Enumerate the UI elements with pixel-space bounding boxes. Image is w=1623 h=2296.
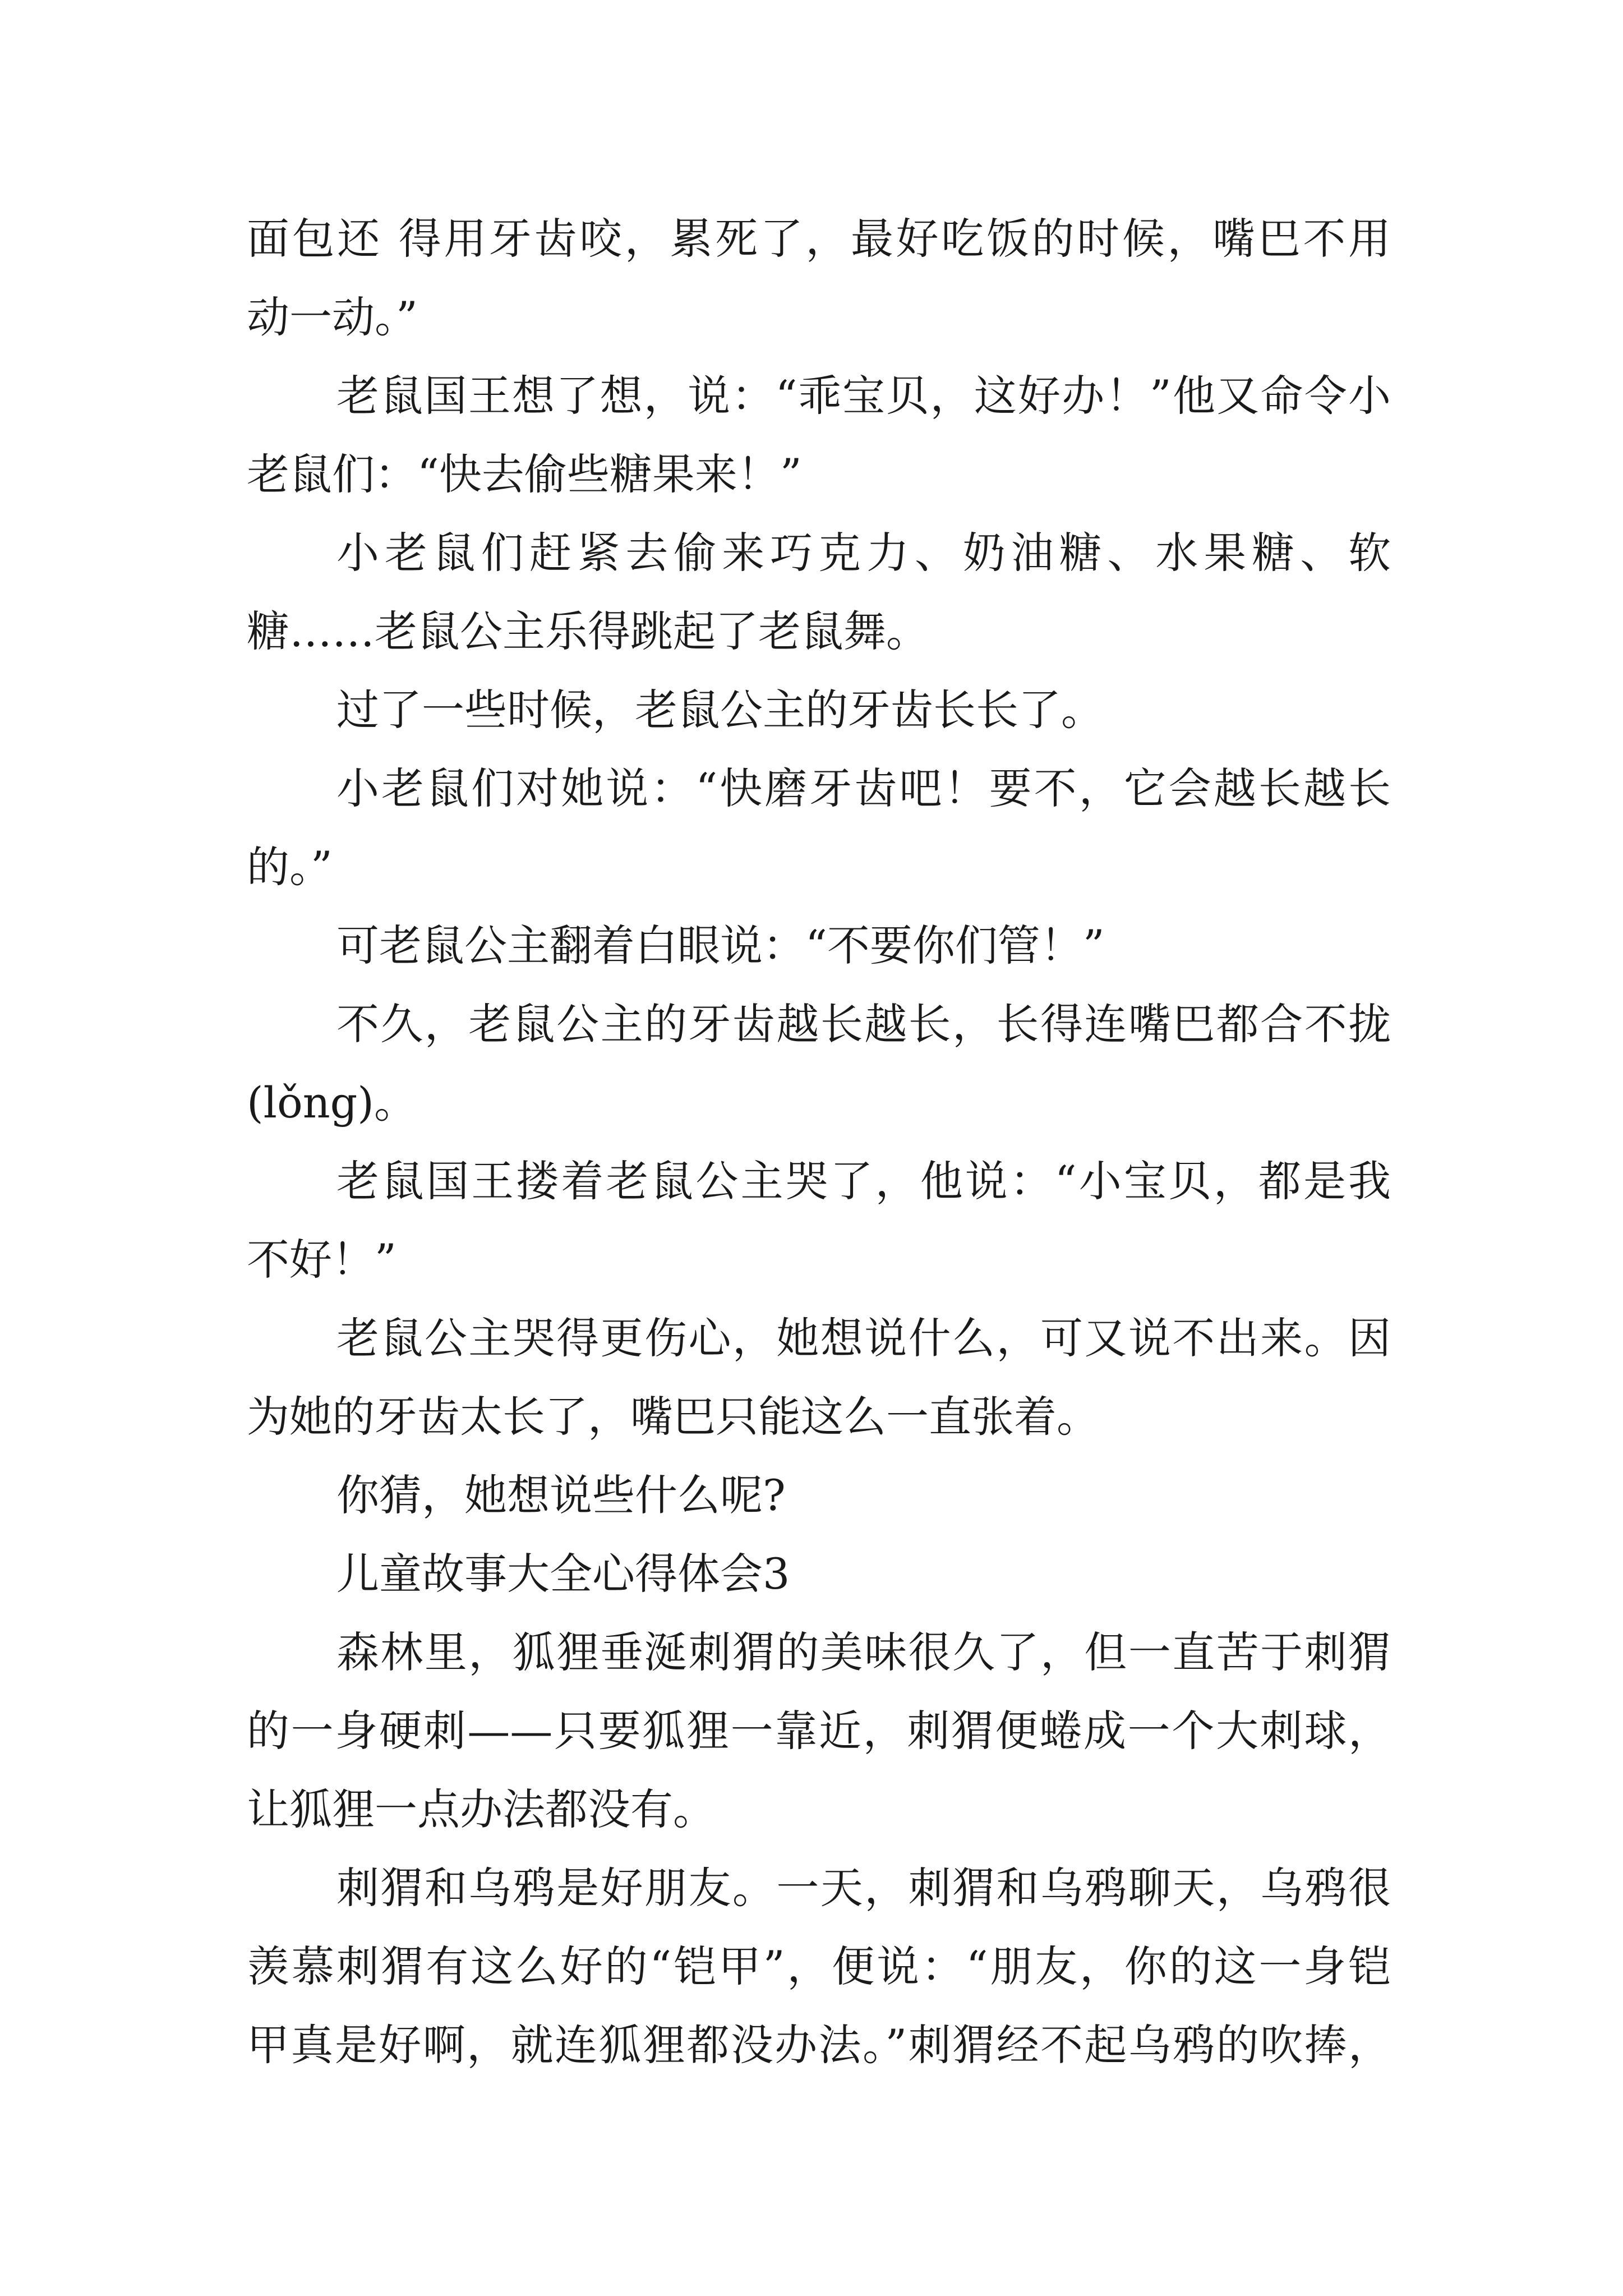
text-line: 为她的牙齿太长了，嘴巴只能这么一直张着。 bbox=[247, 1392, 1099, 1442]
text-line: 你猜，她想说些什么呢? bbox=[336, 1470, 786, 1520]
text-line: (lǒng)。 bbox=[247, 1078, 417, 1128]
text-line: 的。” bbox=[247, 842, 333, 892]
text-line: 刺猬和乌鸦是好朋友。一天，刺猬和乌鸦聊天，乌鸦很 bbox=[336, 1863, 1391, 1913]
section-heading: 儿童故事大全心得体会3 bbox=[336, 1549, 790, 1599]
text-line: 动一动。” bbox=[247, 292, 418, 342]
text-line: 森林里，狐狸垂涎刺猬的美味很久了，但一直苦于刺猬 bbox=[336, 1627, 1391, 1677]
text-line: 老鼠国王搂着老鼠公主哭了，他说：“小宝贝，都是我 bbox=[336, 1156, 1391, 1206]
text-line: 糖……老鼠公主乐得跳起了老鼠舞。 bbox=[247, 606, 929, 656]
text-line: 羡慕刺猬有这么好的“铠甲”，便说：“朋友，你的这一身铠 bbox=[247, 1941, 1391, 1991]
text-line: 老鼠们：“快去偷些糖果来！” bbox=[247, 449, 802, 499]
text-line: 可老鼠公主翻着白眼说：“不要你们管！” bbox=[336, 921, 1105, 970]
text-line: 不好！” bbox=[247, 1235, 396, 1285]
text-line: 过了一些时候，老鼠公主的牙齿长长了。 bbox=[336, 685, 1104, 735]
text-line: 老鼠公主哭得更伤心，她想说什么，可又说不出来。因 bbox=[336, 1313, 1391, 1363]
text-line: 不久，老鼠公主的牙齿越长越长，长得连嘴巴都合不拢 bbox=[336, 999, 1391, 1049]
text-line: 让狐狸一点办法都没有。 bbox=[247, 1784, 716, 1834]
text-line: 甲真是好啊，就连狐狸都没办法。”刺猬经不起乌鸦的吹捧， bbox=[247, 2020, 1391, 2070]
text-line: 小老鼠们赶紧去偷来巧克力、奶油糖、水果糖、软 bbox=[336, 528, 1391, 578]
text-line: 老鼠国王想了想，说：“乖宝贝，这好办！”他又命令小 bbox=[336, 371, 1391, 421]
text-line: 的一身硬刺——只要狐狸一靠近，刺猬便蜷成一个大刺球， bbox=[247, 1706, 1391, 1756]
text-line: 面包还 得用牙齿咬，累死了，最好吃饭的时候，嘴巴不用 bbox=[247, 214, 1391, 264]
text-line: 小老鼠们对她说：“快磨牙齿吧！要不，它会越长越长 bbox=[336, 763, 1391, 813]
